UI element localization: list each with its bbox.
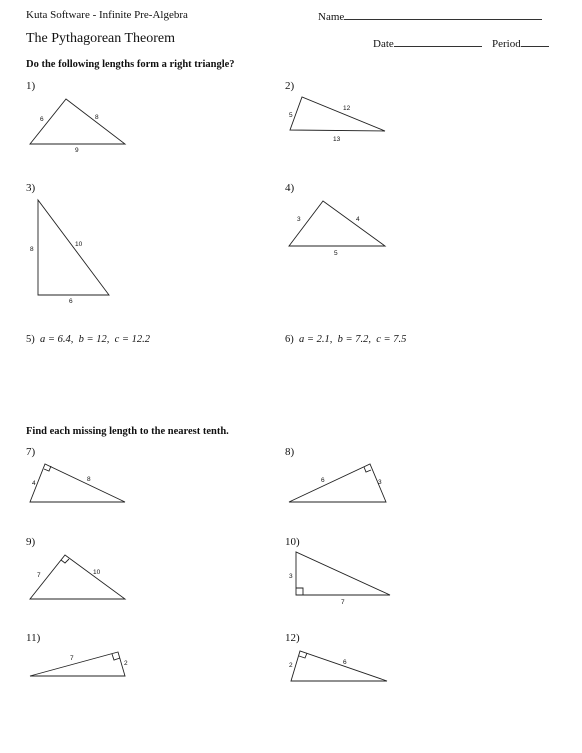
triangle-3-side-b: 10: [75, 241, 83, 248]
problem-4-number: 4): [285, 182, 295, 194]
triangle-8-side-a: 6: [321, 477, 325, 484]
triangle-4-side-c: 5: [334, 250, 338, 257]
triangle-7-side-b: 8: [87, 476, 91, 483]
triangle-2-side-a: 5: [289, 112, 293, 119]
problem-6-number: 6): [285, 334, 294, 345]
problem-8-number: 8): [285, 446, 295, 458]
triangle-2-side-c: 13: [333, 136, 341, 143]
problem-5-c: 12.2: [131, 334, 150, 345]
problem-5-b: 12: [96, 334, 107, 345]
triangle-12-side-a: 2: [289, 662, 293, 669]
triangle-1: [30, 99, 125, 154]
triangle-8: [289, 464, 386, 502]
software-credit: Kuta Software - Infinite Pre-Algebra: [26, 9, 188, 21]
problem-6-a: 2.1: [316, 334, 330, 345]
problem-10-number: 10): [285, 536, 300, 548]
triangle-10: [289, 552, 390, 606]
triangle-12: [289, 651, 387, 681]
period-label: Period: [492, 38, 521, 50]
page-title: The Pythagorean Theorem: [26, 31, 176, 46]
name-label: Name: [318, 11, 345, 23]
triangle-4: [289, 201, 385, 257]
problem-7-number: 7): [26, 446, 36, 458]
triangle-11-side-b: 2: [124, 660, 128, 667]
triangle-10-side-b: 7: [341, 599, 345, 606]
problem-6: 6) a = 2.1, b = 7.2, c = 7.5: [285, 334, 407, 345]
date-label: Date: [373, 38, 394, 50]
triangle-3-side-a: 8: [30, 246, 34, 253]
triangle-1-side-a: 6: [40, 116, 44, 123]
problem-11-number: 11): [26, 632, 41, 644]
triangle-8-side-b: 3: [378, 479, 382, 486]
triangle-12-side-b: 6: [343, 659, 347, 666]
triangle-7: [30, 464, 125, 502]
section2-instruction: Find each missing length to the nearest tenth.: [26, 426, 229, 437]
triangle-1-side-c: 9: [75, 147, 79, 154]
triangle-9-side-b: 10: [93, 569, 101, 576]
problem-9-number: 9): [26, 536, 36, 548]
triangle-11-side-a: 7: [70, 655, 74, 662]
triangle-3: [30, 200, 109, 305]
triangle-7-side-a: 4: [32, 480, 36, 487]
triangle-9-side-a: 7: [37, 572, 41, 579]
problem-12-number: 12): [285, 632, 300, 644]
problem-5-a: 6.4: [57, 334, 71, 345]
triangle-9: [30, 555, 125, 599]
problem-6-c: 7.5: [393, 334, 407, 345]
triangle-10-side-a: 3: [289, 573, 293, 580]
triangle-4-side-b: 4: [356, 216, 360, 223]
problem-6-b: 7.2: [355, 334, 369, 345]
problem-1-number: 1): [26, 80, 36, 92]
triangle-3-side-c: 6: [69, 298, 73, 305]
section1-instruction: Do the following lengths form a right triangle?: [26, 59, 235, 70]
problem-5-number: 5): [26, 334, 35, 345]
triangle-11: [30, 652, 128, 676]
triangle-2-side-b: 12: [343, 105, 351, 112]
triangle-4-side-a: 3: [297, 216, 301, 223]
triangle-2: [289, 97, 385, 143]
problem-5: 5) a = 6.4, b = 12, c = 12.2: [26, 334, 150, 345]
triangle-1-side-b: 8: [95, 114, 99, 121]
problem-2-number: 2): [285, 80, 295, 92]
problem-3-number: 3): [26, 182, 36, 194]
